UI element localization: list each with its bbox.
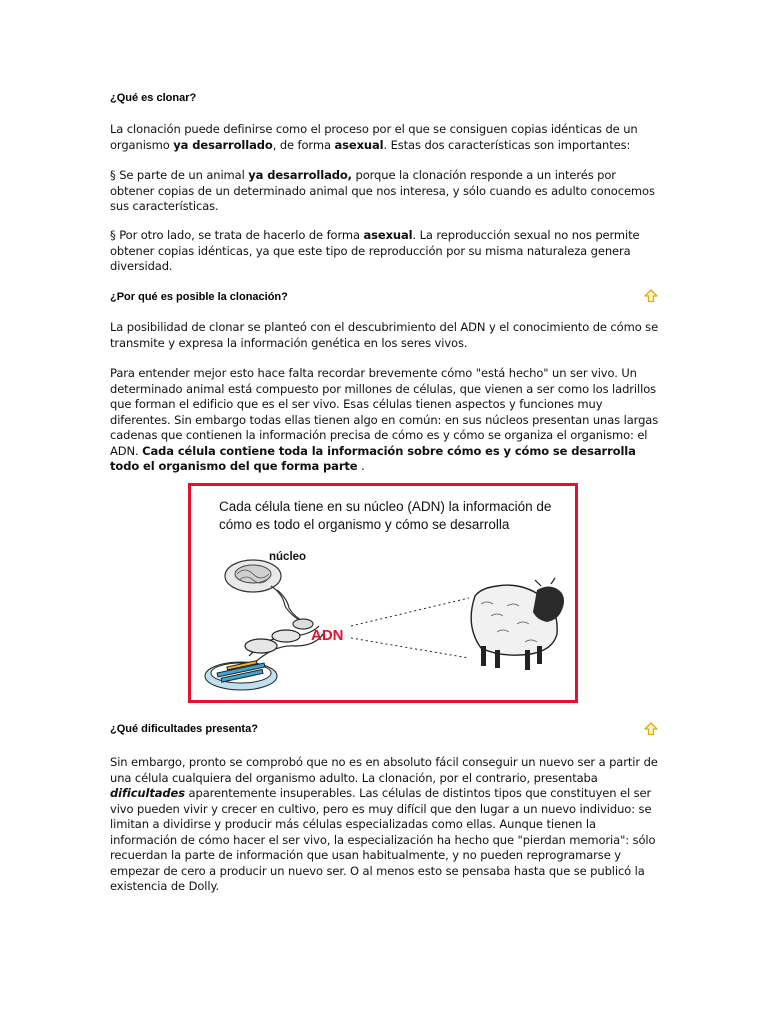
chromatin-block-drawing <box>205 661 277 690</box>
dashed-line <box>351 638 469 658</box>
heading-que-es-clonar: ¿Qué es clonar? <box>110 92 197 104</box>
heading-dificultades: ¿Qué dificultades presenta? <box>110 723 258 735</box>
heading-por-que-posible: ¿Por qué es posible la clonación? <box>110 291 288 303</box>
paragraph-animal-desarrollado: § Se parte de un animal ya desarrollado, porque la clonación responde a un interés por obtener copias de un determinado animal que nos interesa, y sólo cuando es adulto conocemos sus características. <box>110 168 655 213</box>
arrow-up-icon <box>643 721 659 737</box>
adn-label: ADN <box>311 627 344 644</box>
figure-drawing <box>191 486 575 700</box>
chromosome-drawing <box>271 586 313 629</box>
paragraph-celulas: Para entender mejor esto hace falta recordar brevemente cómo "está hecho" un ser vivo. Un determinado animal está compuesto por millones de células, que vienen a ser como los ladrillos que forman el edificio que es el ser vivo. Esas células tienen aspectos y funciones muy diferentes. Sin embargo todas ellas tienen algo en común: en sus núcleos presentan unas largas cadenas que contienen la información precisa de cómo es y cómo se organiza el organismo: el ADN. Cada célula contiene toda la información sobre cómo es y cómo se desarrolla todo el organismo del que forma parte . <box>110 366 659 473</box>
back-to-top-link[interactable] <box>643 721 659 737</box>
paragraph-asexual: § Por otro lado, se trata de hacerlo de forma asexual. La reproducción sexual no nos permite obtener copias idénticas, ya que este tipo de reproducción por su misma naturaleza genera diversidad. <box>110 228 640 273</box>
dashed-line <box>351 598 469 626</box>
back-to-top-link[interactable] <box>643 288 659 304</box>
sheep-drawing <box>471 578 564 670</box>
arrow-up-icon <box>643 288 659 304</box>
paragraph-dificultades: Sin embargo, pronto se comprobó que no es en absoluto fácil conseguir un nuevo ser a partir de una célula cualquiera del organismo adulto. La clonación, por el contrario, presentaba dificultades aparentemente insuperables. Las células de distintos tipos que constituyen el ser vivo pueden vivir y crecer en cultivo, pero es muy difícil que den lugar a un nuevo individuo: se limitan a dividirse y producir más células especializadas como ellas. Aunque tienen la información de cómo hacer el ser vivo, la especialización ha hecho que "pierdan memoria": sólo recuerdan la parte de información que usan habitualmente, y no pueden reprogramarse y empezar de cero a producir un nuevo ser. O al menos esto se pensaba hasta que se publicó la existencia de Dolly. <box>110 755 658 893</box>
figure-adn-illustration <box>188 483 578 703</box>
paragraph-adn: La posibilidad de clonar se planteó con el descubrimiento del ADN y el conocimiento de cómo se transmite y expresa la información genética en los seres vivos. <box>110 320 659 350</box>
nucleus-label: núcleo <box>269 551 307 563</box>
paragraph-definicion: La clonación puede definirse como el proceso por el que se consiguen copias idénticas de un organismo ya desarrollado, de forma asexual. Estas dos características son importantes: <box>110 122 638 152</box>
figure-caption: Cada célula tiene en su núcleo (ADN) la información de cómo es todo el organismo y cómo se desarrolla <box>219 499 552 532</box>
